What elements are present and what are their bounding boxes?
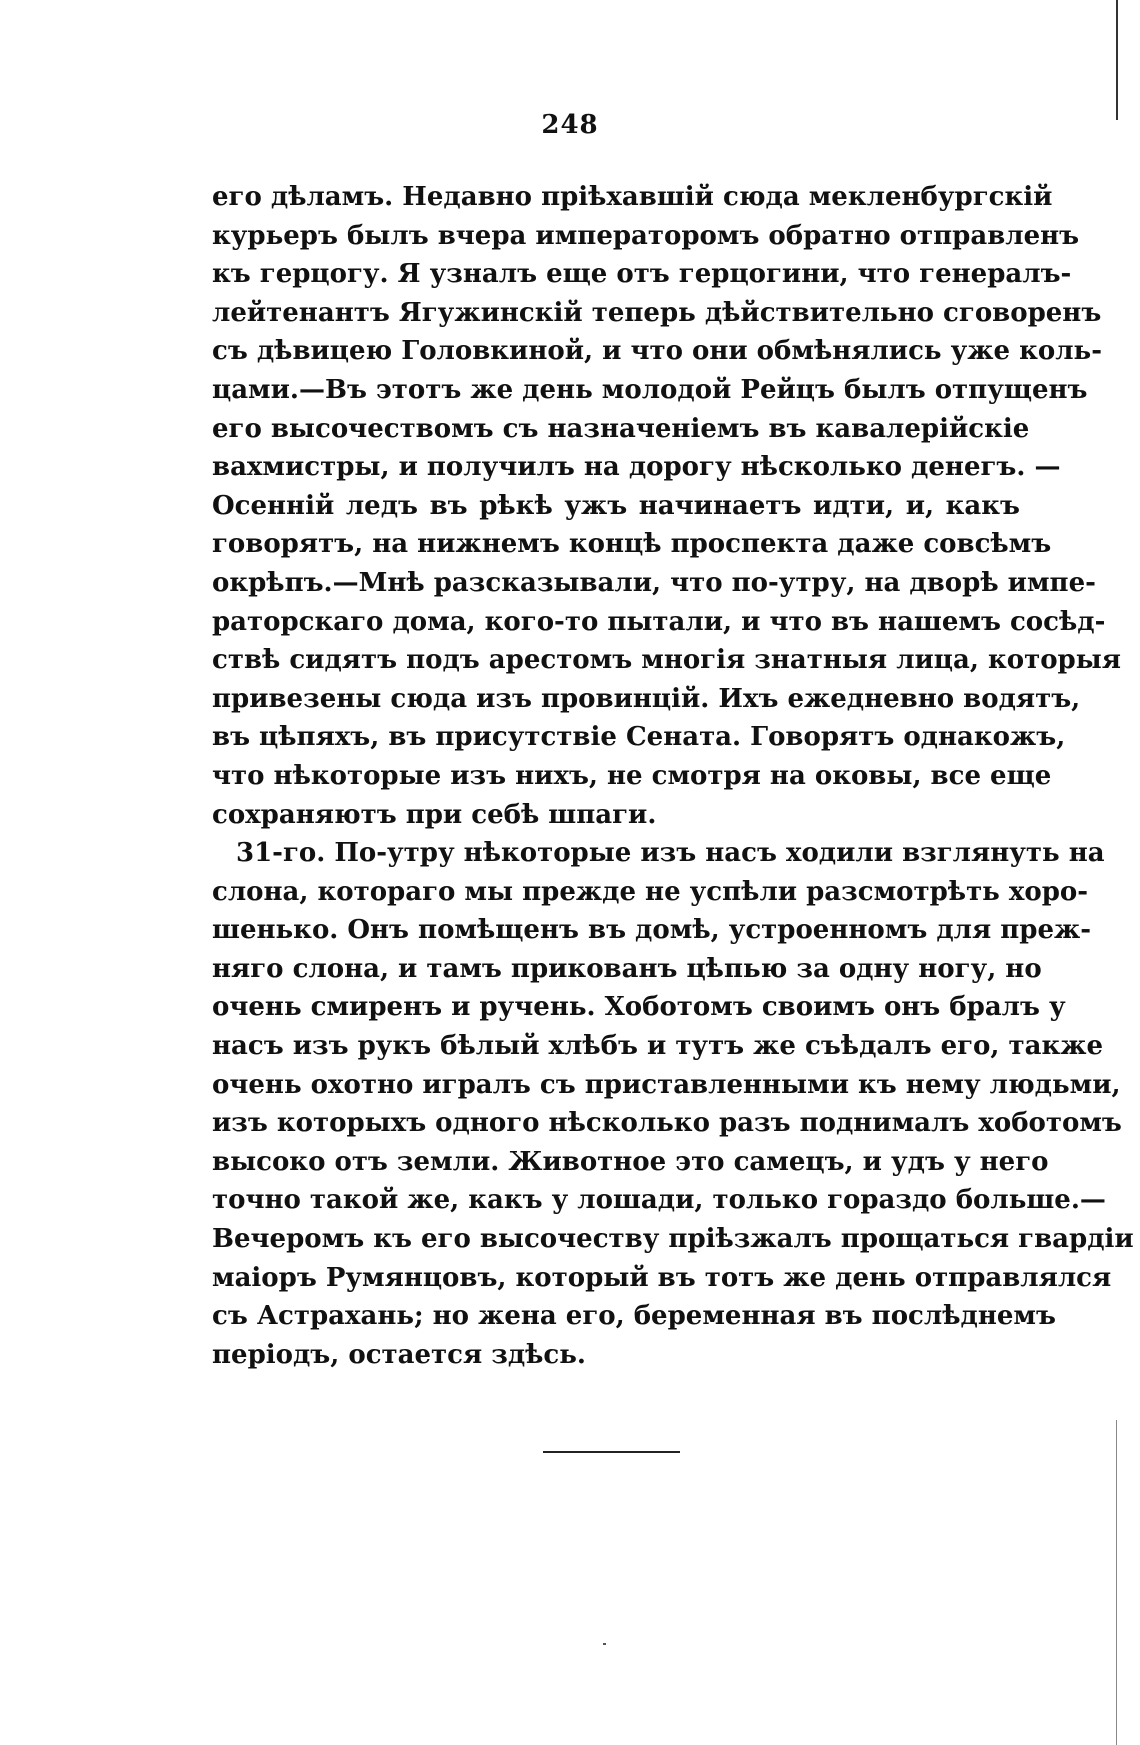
text-line: періодъ, остается здѣсь.	[212, 1339, 586, 1370]
text-line: Вечеромъ къ его высочеству пріѣзжалъ прощаться гвардіи	[212, 1224, 1134, 1255]
text-line: къ герцогу. Я узналъ еще отъ герцогини, что генералъ-	[212, 259, 1072, 290]
text-line: маіоръ Румянцовъ, который въ тотъ же день отправлялся	[212, 1262, 1112, 1293]
text-line: Осенній ледъ въ рѣкѣ ужъ начинаетъ идти, и, какъ	[212, 490, 1020, 521]
text-line: его дѣламъ. Недавно пріѣхавшій сюда мекленбургскій	[212, 182, 1053, 212]
text-line: ствѣ сидятъ подъ арестомъ многія знатныя лица, которыя	[212, 645, 1121, 676]
body-text	[212, 178, 1134, 1374]
text-line: слона, котораго мы прежде не успѣли разсмотрѣть хоро-	[212, 876, 1089, 907]
text-line: раторскаго дома, кого-то пытали, и что въ нашемъ сосѣд-	[212, 606, 1106, 637]
text-line: няго слона, и тамъ прикованъ цѣпью за одну ногу, но	[212, 953, 1042, 984]
section-separator-rule	[543, 1451, 680, 1453]
text-line: сохраняютъ при себѣ шпаги.	[212, 799, 657, 830]
text-line: что нѣкоторые изъ нихъ, не смотря на оковы, все еще	[212, 760, 1052, 791]
scan-edge-line	[1116, 1420, 1117, 1745]
scan-speck	[603, 1643, 606, 1645]
text-line: высоко отъ земли. Животное это самецъ, и удъ у него	[212, 1146, 1049, 1177]
text-line: очень смиренъ и ручень. Хоботомъ своимъ онъ бралъ у	[212, 992, 1066, 1023]
text-line: точно такой же, какъ у лошади, только гораздо больше.—	[212, 1185, 1106, 1216]
paragraph-2	[212, 834, 1134, 1374]
paragraph-1	[212, 178, 1121, 834]
text-line: въ цѣпяхъ, въ присутствіе Сената. Говорятъ однакожъ,	[212, 722, 1066, 753]
text-line: лейтенантъ Ягужинскій теперь дѣйствительно сговоренъ	[212, 297, 1102, 328]
text-line: очень охотно игралъ съ приставленными къ нему людьми,	[212, 1069, 1121, 1100]
text-line: говорятъ, на нижнемъ концѣ проспекта даже совсѣмъ	[212, 529, 1052, 560]
text-line: вахмистры, и получилъ на дорогу нѣсколько денегъ. —	[212, 452, 1061, 483]
text-line: цами.—Въ этотъ же день молодой Рейцъ былъ отпущенъ	[212, 374, 1088, 405]
text-line: съ дѣвицею Головкиной, и что они обмѣнялись уже коль-	[212, 336, 1102, 367]
text-line: его высочествомъ съ назначеніемъ въ кавалерійскіе	[212, 413, 1030, 444]
text-line: изъ которыхъ одного нѣсколько разъ поднималъ хоботомъ	[212, 1108, 1122, 1139]
text-line: шенько. Онъ помѣщенъ въ домѣ, устроенномъ для преж-	[212, 915, 1092, 946]
text-line: курьеръ былъ вчера императоромъ обратно отправленъ	[212, 220, 1080, 251]
text-line: привезены сюда изъ провинцій. Ихъ ежедневно водятъ,	[212, 683, 1081, 714]
text-line: насъ изъ рукъ бѣлый хлѣбъ и тутъ же съѣдалъ его, также	[212, 1031, 1104, 1062]
text-line: 31-го. По-утру нѣкоторые изъ насъ ходили взглянуть на	[236, 838, 1105, 869]
text-line: окрѣпъ.—Мнѣ разсказывали, что по-утру, на дворѣ импе-	[212, 567, 1096, 598]
scan-edge-line	[1116, 0, 1118, 120]
text-line: съ Астрахань; но жена его, беременная въ послѣднемъ	[212, 1301, 1056, 1332]
page-number: 248	[541, 110, 599, 140]
